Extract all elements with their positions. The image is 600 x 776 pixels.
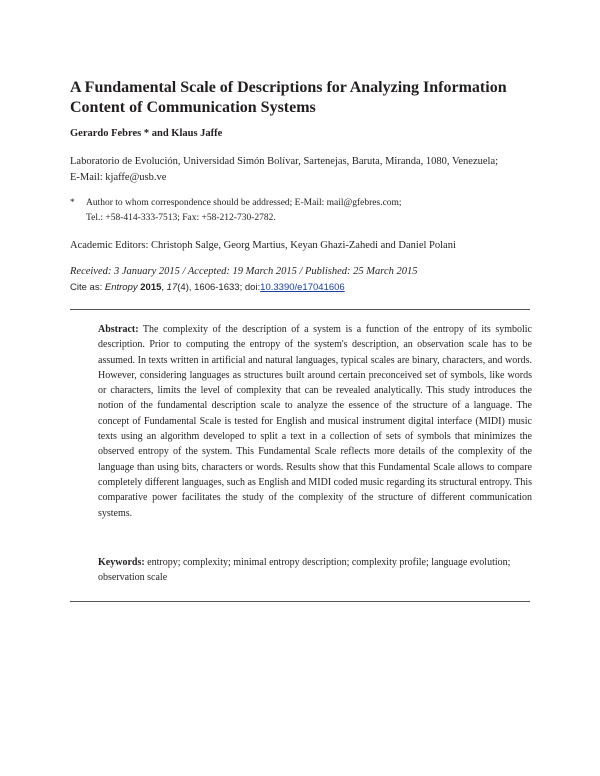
cite-prefix: Cite as: — [70, 282, 105, 293]
abstract-text: The complexity of the description of a system is a function of the entropy of its symbolic description. Prior to computing the entropy of the system's description, an observation scale has to be assumed. In texts written in artificial and natural languages, typical scales are binary, characters, and words. However, considering languages as structures built around certain preconceived set of symbols, like words or characters, limits the level of complexity that can be revealed analytically. This study introduces the notion of the fundamental description scale to analyze the essence of the structure of a language. The concept of Fundamental Scale is tested for English and musical instrument digital interface (MIDI) music texts using an algorithm developed to split a text in a collection of sets of symbols that minimizes the observed entropy of the system. This Fundamental Scale reflects more details of the complexity of the language than using bits, characters or words. Results show that this Fundamental Scale allows to compare completely different languages, such as English and MIDI coded music regarding its structural entropy. This comparative power facilitates the study of the complexity of the structure of different communication systems. — [98, 324, 532, 519]
abstract — [98, 322, 532, 521]
affiliation-email: E-Mail: kjaffe@usb.ve — [70, 172, 167, 183]
abstract-label: Abstract: — [98, 324, 139, 335]
keywords — [98, 555, 532, 586]
correspondence-marker: * — [70, 198, 75, 208]
bottom-divider — [70, 601, 530, 602]
correspondence-contact: Tel.: +58-414-333-7513; Fax: +58-212-730-2782. — [86, 213, 276, 223]
cite-volume: 17 — [166, 282, 178, 293]
keywords-text: entropy; complexity; minimal entropy description; complexity profile; language evolution; observation scale — [98, 557, 511, 584]
top-divider — [70, 309, 530, 310]
publication-dates: Received: 3 January 2015 / Accepted: 19 March 2015 / Published: 25 March 2015 — [70, 266, 418, 277]
paper-title: A Fundamental Scale of Descriptions for Analyzing Information Content of Communication Systems — [70, 79, 507, 116]
cite-pages: (4), 1606-1633; doi: — [177, 282, 261, 293]
doi-link[interactable]: 10.3390/e17041606 — [260, 282, 345, 293]
affiliation — [70, 154, 540, 186]
keywords-label: Keywords: — [98, 557, 145, 568]
citation — [70, 282, 345, 293]
cite-volume-sep: , — [161, 282, 167, 293]
cite-year: 2015 — [137, 282, 162, 293]
correspondence-line: Author to whom correspondence should be addressed; E-Mail: mail@gfebres.com; — [86, 198, 402, 208]
cite-journal: Entropy — [104, 282, 138, 293]
author-list: Gerardo Febres * and Klaus Jaffe — [70, 128, 223, 139]
affiliation-line: Laboratorio de Evolución, Universidad Simón Bolívar, Sartenejas, Baruta, Miranda, 1080, Venezuela; — [70, 156, 499, 167]
academic-editors: Academic Editors: Christoph Salge, Georg Martius, Keyan Ghazi-Zahedi and Daniel Polani — [70, 240, 456, 251]
